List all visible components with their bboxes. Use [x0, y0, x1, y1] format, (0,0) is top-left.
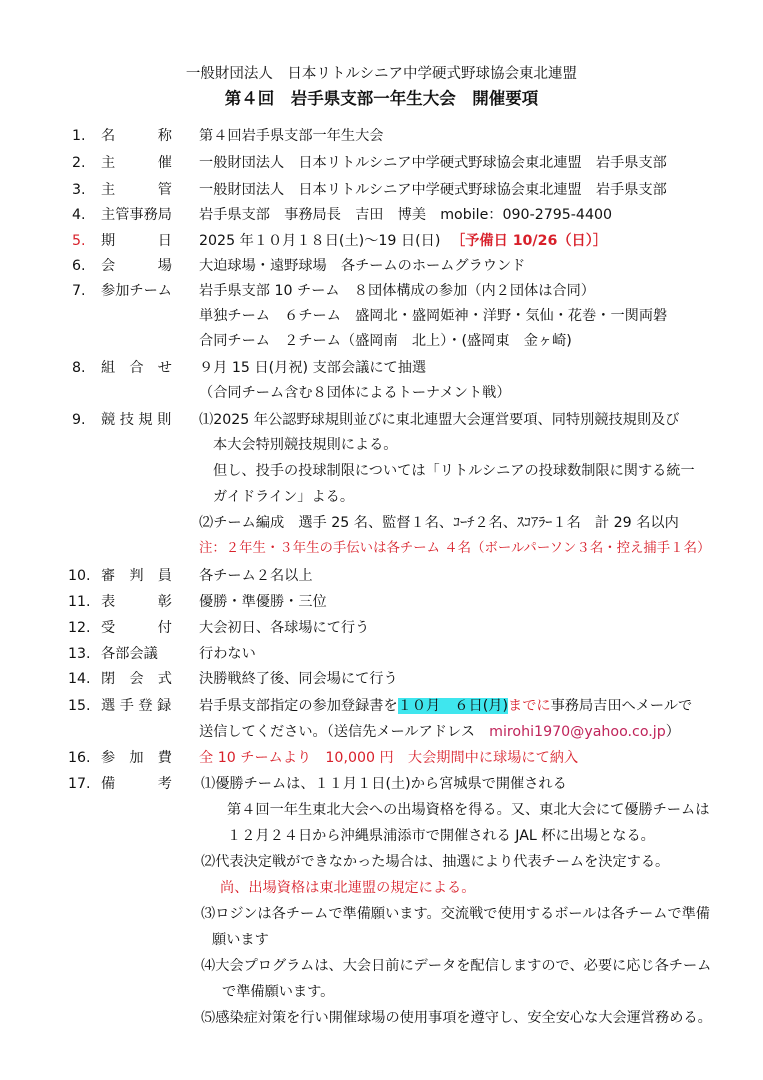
item-17-line-8: で準備願います。 [222, 984, 335, 1000]
item-9-label: 競 技 規 則 [101, 412, 172, 428]
item-10-num: 10. [68, 568, 91, 584]
item-17-label: 備 考 [101, 776, 172, 792]
item-17-line-1: ⑴優勝チームは、１１月１日(土)から宮城県で開催される [201, 776, 567, 792]
item-17-line-5: ⑶ロジンは各チームで準備願います。交流戦で使用するボールは各チームで準備 [201, 906, 710, 922]
item-8-line-1: ９月 15 日(月祝) 支部会議にて抽選 [199, 360, 427, 376]
item-1-num: 1. [72, 128, 86, 144]
item-6-value: 大迫球場・遠野球場 各チームのホームグラウンド [199, 258, 526, 274]
item-15-pre: 岩手県支部指定の参加登録書を [199, 698, 398, 714]
item-11-num: 11. [68, 594, 91, 610]
item-5-label: 期 日 [101, 233, 172, 249]
item-5-date: 2025 年１０月１８日(土)～19 日(日) [199, 233, 441, 249]
page-title: 第４回 岩手県支部一年生大会 開催要項 [224, 89, 539, 108]
item-9-line-5: ⑵チーム編成 選手 25 名、監督１名、ｺｰﾁ２名、ｽｺｱﾗｰ１名 計 29 名以内 [199, 515, 679, 531]
item-8-label: 組 合 せ [101, 360, 172, 376]
registration-deadline: １０月 ６日(月) [397, 698, 509, 714]
item-9-note: 注：２年生・３年生の手伝いは各チーム ４名（ボールパーソン３名・控え捕手１名） [199, 541, 711, 556]
item-10-value: 各チーム２名以上 [199, 568, 313, 584]
item-1-label: 名 称 [101, 128, 172, 144]
item-1-value: 第４回岩手県支部一年生大会 [199, 128, 384, 144]
item-6-label: 会 場 [101, 258, 172, 274]
item-15-line2-end: ） [665, 724, 680, 740]
item-7-line-2: 単独チーム ６チーム 盛岡北・盛岡姫神・洋野・気仙・花巻・一関両磐 [199, 308, 668, 324]
item-17-line-2: 第４回一年生東北大会への出場資格を得る。又、東北大会にて優勝チームは [227, 802, 710, 818]
item-5-num: 5. [72, 233, 86, 249]
item-7-line-1: 岩手県支部 10 チーム ８団体構成の参加（内２団体は合同） [199, 283, 595, 299]
item-12-num: 12. [68, 620, 91, 636]
item-17-num: 17. [68, 776, 91, 792]
item-10-label: 審 判 員 [101, 568, 172, 584]
item-9-line-4: ガイドライン」よる。 [213, 489, 355, 505]
item-7-num: 7. [72, 283, 86, 299]
contact-email-link[interactable]: mirohi1970@yahoo.co.jp [489, 724, 666, 740]
item-3-label: 主 管 [101, 182, 172, 198]
item-14-value: 決勝戦終了後、同会場にて行う [199, 671, 398, 687]
item-7-line-3: 合同チーム ２チーム（盛岡南 北上）・(盛岡東 金ヶ崎) [199, 333, 572, 349]
item-17-line-9: ⑸感染症対策を行い開催球場の使用事項を遵守し、安全安心な大会運営務める。 [201, 1010, 712, 1026]
item-14-num: 14. [68, 671, 91, 687]
item-4-num: 4. [72, 207, 86, 223]
item-13-num: 13. [68, 646, 91, 662]
item-17-note: 尚、出場資格は東北連盟の規定による。 [220, 880, 476, 896]
item-17-line-4: ⑵代表決定戦ができなかった場合は、抽選により代表チームを決定する。 [201, 854, 670, 870]
item-16-value: 全 10 チームより 10,000 円 大会期間中に球場にて納入 [199, 750, 579, 766]
item-4-label: 主管事務局 [101, 207, 172, 223]
item-3-value: 一般財団法人 日本リトルシニア中学硬式野球協会東北連盟 岩手県支部 [199, 182, 667, 198]
item-5-reserve-date: ［予備日 10/26（日）］ [451, 233, 608, 249]
item-15-line-2 [199, 722, 680, 742]
registration-deadline-suffix: までに [508, 698, 551, 714]
item-17-line-3: １２月２４日から沖縄県浦添市で開催される JAL 杯に出場となる。 [227, 828, 655, 844]
item-12-label: 受 付 [101, 620, 172, 636]
item-15-line-1 [199, 696, 692, 716]
item-3-num: 3. [72, 182, 86, 198]
item-8-line-2: （合同チーム含む８団体によるトーナメント戦） [199, 385, 511, 401]
item-17-line-6: 願います [212, 932, 269, 948]
item-11-value: 優勝・準優勝・三位 [199, 594, 327, 610]
item-6-num: 6. [72, 258, 86, 274]
item-15-line2-text: 送信してください。（送信先メールアドレス [199, 724, 490, 740]
item-15-label: 選 手 登 録 [101, 698, 172, 714]
item-15-post: 事務局吉田へメールで [550, 698, 693, 714]
item-8-num: 8. [72, 360, 86, 376]
organization-name: 一般財団法人 日本リトルシニア中学硬式野球協会東北連盟 [185, 66, 578, 82]
item-12-value: 大会初日、各球場にて行う [199, 620, 370, 636]
item-17-line-7: ⑷大会プログラムは、大会日前にデータを配信しますので、必要に応じ各チーム [201, 958, 712, 974]
item-2-label: 主 催 [101, 155, 172, 171]
item-16-num: 16. [68, 750, 91, 766]
item-14-label: 閉 会 式 [101, 671, 172, 687]
item-13-value: 行わない [199, 646, 256, 662]
item-2-value: 一般財団法人 日本リトルシニア中学硬式野球協会東北連盟 岩手県支部 [199, 155, 667, 171]
item-15-num: 15. [68, 698, 91, 714]
item-13-label: 各部会議 [101, 646, 158, 662]
item-9-line-2: 本大会特別競技規則による。 [213, 437, 398, 453]
item-9-line-1: ⑴2025 年公認野球規則並びに東北連盟大会運営要項、同特別競技規則及び [199, 412, 680, 428]
item-9-line-3: 但し、投手の投球制限については「リトルシニアの投球数制限に関する統一 [213, 463, 695, 479]
item-9-num: 9. [72, 412, 86, 428]
item-4-value: 岩手県支部 事務局長 吉田 博美 mobile：090-2795-4400 [199, 207, 613, 223]
item-16-label: 参 加 費 [101, 750, 172, 766]
item-7-label: 参加チーム [101, 283, 172, 299]
item-2-num: 2. [72, 155, 86, 171]
item-11-label: 表 彰 [101, 594, 172, 610]
